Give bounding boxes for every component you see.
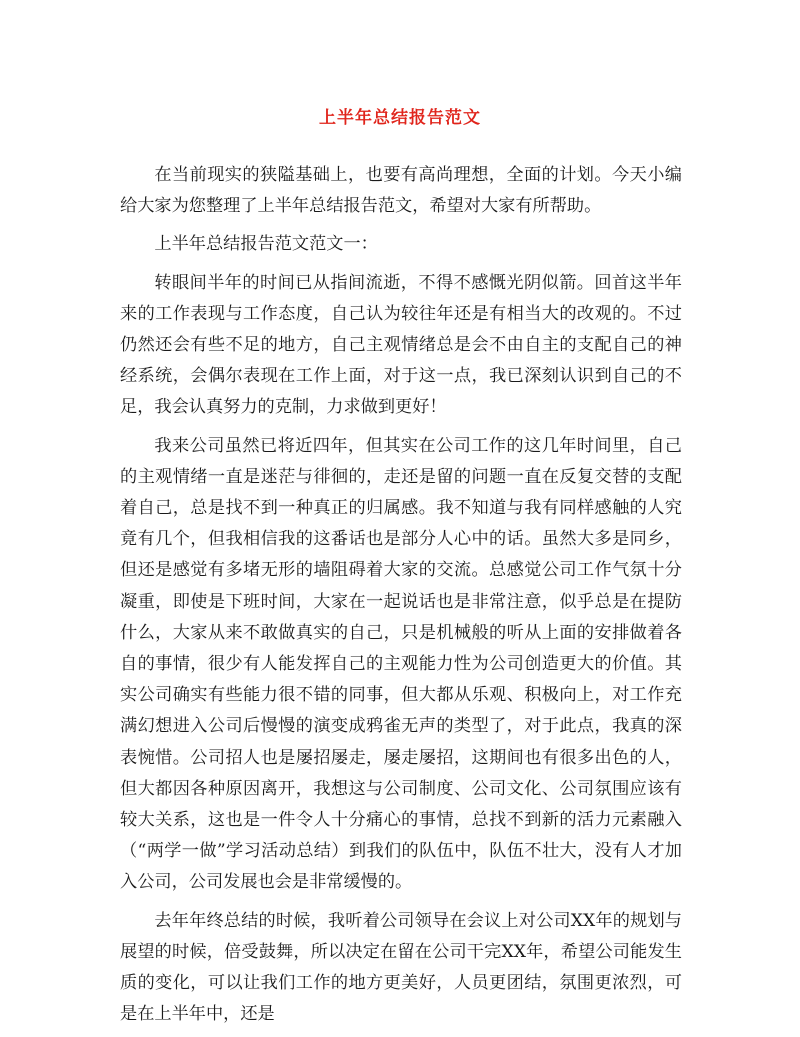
paragraph-2: 我来公司虽然已将近四年，但其实在公司工作的这几年时间里，自己的主观情绪一直是迷茫与徘徊的，走还是留的问题一直在反复交替的支配着自己，总是找不到一种真正的归属感。我不知道与我有同样感触的人究竟有几个，但我相信我的这番话也是部分人心中的话。虽然大多是同乡，但还是感觉有多堵无形的墙阻碍着大家的交流。总感觉公司工作气氛十分凝重，即使是下班时间，大家在一起说话也是非常注意，似乎总是在提防什么，大家从来不敢做真实的自己，只是机械般的听从上面的安排做着各自的事情，很少有人能发挥自己的主观能力性为公司创造更大的价值。其实公司确实有些能力很不错的同事，但大都从乐观、积极向上，对工作充满幻想进入公司后慢慢的演变成鸦雀无声的类型了，对于此点，我真的深表惋惜。公司招人也是屡招屡走，屡走屡招，这期间也有很多出色的人，但大都因各种原因离开，我想这与公司制度、公司文化、公司氛围应该有较大关系，这也是一件令人十分痛心的事情，总找不到新的活力元素融入（“两学一做”学习活动总结）到我们的队伍中，队伍不壮大，没有人才加入公司，公司发展也会是非常缓慢的。 (120, 435, 682, 893)
paragraph-section-heading: 上半年总结报告范文范文一： (154, 234, 378, 255)
document-body (120, 160, 682, 1037)
paragraph-1: 转眼间半年的时间已从指间流逝，不得不感慨光阴似箭。回首这半年来的工作表现与工作态度，自己认为较往年还是有相当大的改观的。不过仍然还会有些不足的地方，自己主观情绪总是会不由自主的支配自己的神经系统，会偶尔表现在工作上面，对于这一点，我已深刻认识到自己的不足，我会认真努力的克制，力求做到更好！ (120, 272, 682, 418)
document-title: 上半年总结报告范文 (319, 108, 481, 128)
paragraph-3: 去年年终总结的时候，我听着公司领导在会议上对公司XX年的规划与展望的时候，倍受鼓舞，所以决定在留在公司干完XX年，希望公司能发生质的变化，可以让我们工作的地方更美好，人员更团结，氛围更浓烈，可是在上半年中，还是 (120, 910, 682, 1025)
paragraph-intro: 在当前现实的狭隘基础上，也要有高尚理想，全面的计划。今天小编给大家为您整理了上半年总结报告范文，希望对大家有所帮助。 (120, 165, 682, 217)
